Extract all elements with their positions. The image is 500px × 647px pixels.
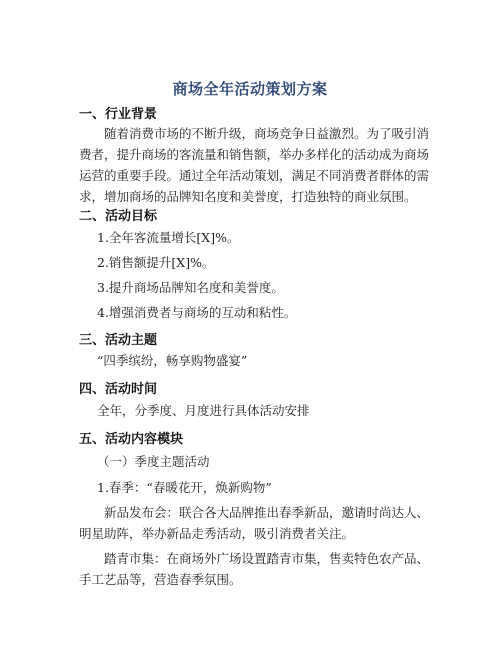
goal-item: 4.增强消费者与商场的互动和粘性。 [97,305,297,320]
goal-item: 3.提升商场品牌知名度和美誉度。 [97,280,284,295]
spring-heading: 1.春季：“春暖花开，焕新购物” [97,480,272,495]
launch-event-paragraph: 新品发布会：联合各大品牌推出春季新品，邀请时尚达人、明星助阵，举办新品走秀活动，吸引消费者关注。 [79,505,430,541]
subsection-heading: （一）季度主题活动 [97,454,210,469]
section-heading-goals: 二、活动目标 [79,209,158,224]
document-title: 商场全年活动策划方案 [172,80,328,98]
goal-item: 2.销售额提升[X]%。 [97,255,215,270]
spring-market-paragraph: 踏青市集：在商场外广场设置踏青市集，售卖特色农产品、手工艺品等，营造春季氛围。 [79,551,430,587]
section-heading-background: 一、行业背景 [79,107,158,122]
section-heading-time: 四、活动时间 [79,382,158,397]
section-heading-theme: 三、活动主题 [79,333,158,348]
activity-time: 全年，分季度、月度进行具体活动安排 [97,403,310,418]
background-paragraph: 随着消费市场的不断升级，商场竞争日益激烈。为了吸引消费者，提升商场的客流量和销售额，举办多样化的活动成为商场运营的重要手段。通过全年活动策划，满足不同消费者群体的需求，增加商场的品牌知名度和美誉度，打造独特的商业氛围。 [79,126,430,204]
section-heading-content: 五、活动内容模块 [79,432,184,447]
goal-item: 1.全年客流量增长[X]%。 [97,230,240,245]
activity-theme: “四季缤纷，畅享购物盛宴” [97,353,248,368]
